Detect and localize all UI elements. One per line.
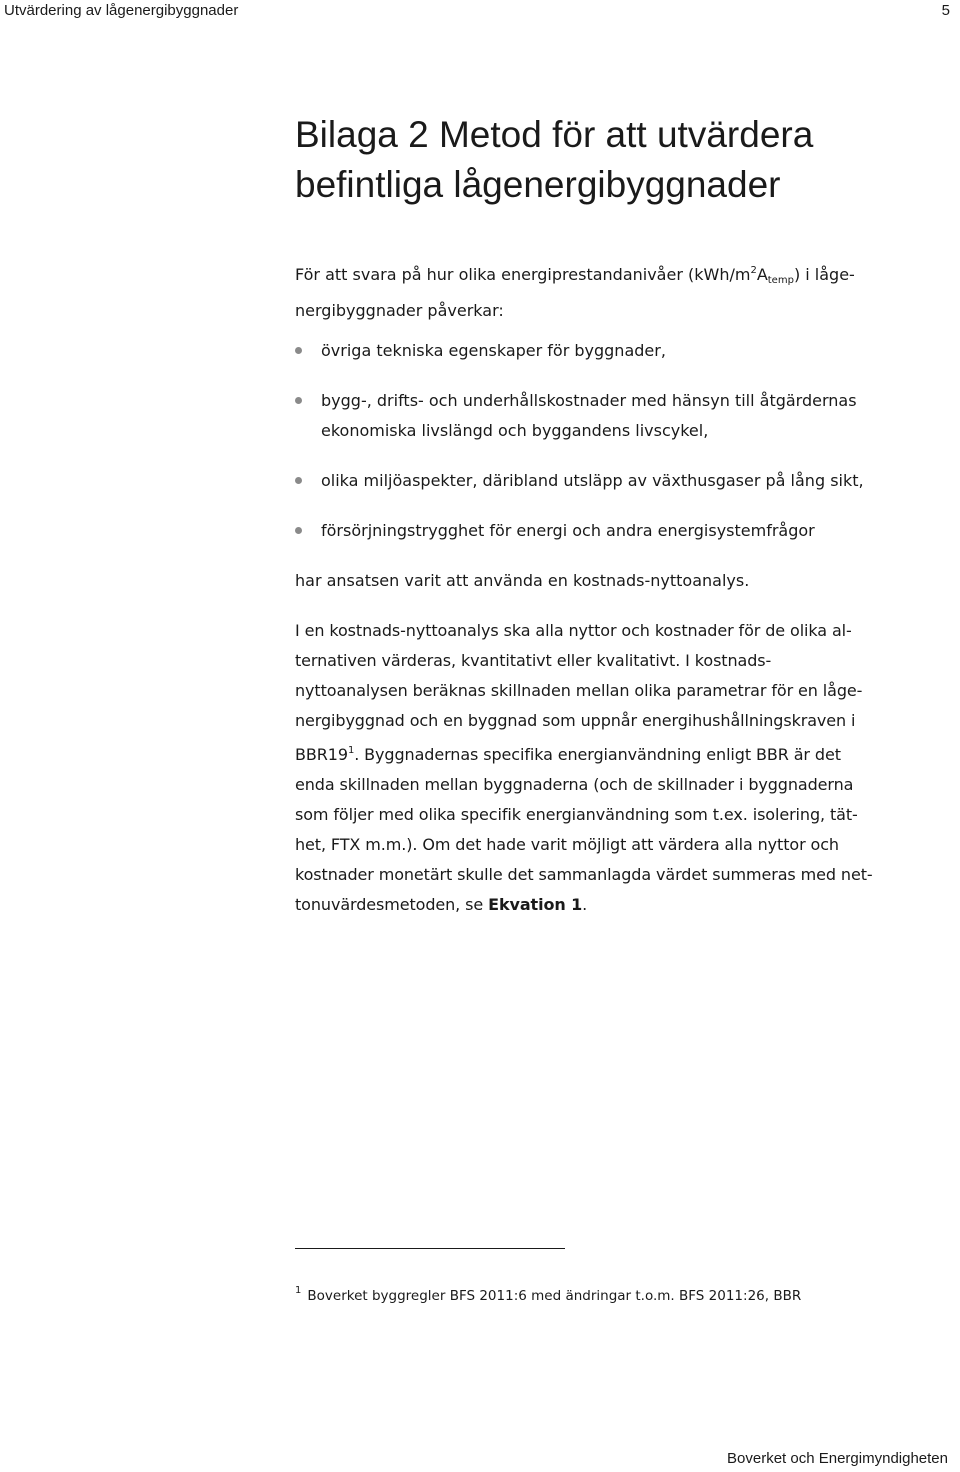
paragraph-text: . bbox=[582, 895, 588, 914]
unit-superscript: 2 bbox=[750, 265, 757, 276]
list-item-text: olika miljöaspekter, däribland utsläpp av växthusgaser på lång sikt, bbox=[321, 471, 864, 490]
bullet-icon bbox=[295, 527, 302, 534]
list-item-text bbox=[321, 386, 891, 446]
paragraph-line: kostnader monetärt skulle det sammanlagda värdet summeras med net- bbox=[295, 865, 873, 884]
intro-line-1 bbox=[295, 256, 915, 296]
page-number: 5 bbox=[941, 2, 950, 19]
list-item-text: övriga tekniska egenskaper för byggnader, bbox=[321, 341, 666, 360]
paragraph-line bbox=[295, 890, 915, 920]
title-line-1: Bilaga 2 Metod för att utvärdera bbox=[295, 114, 814, 155]
unit-a: A bbox=[756, 265, 768, 284]
bullet-icon bbox=[295, 347, 302, 354]
paragraph-line bbox=[295, 736, 915, 770]
paragraph-line: I en kostnads-nyttoanalys ska alla nyttor och kostnader för de olika al- bbox=[295, 621, 852, 640]
outro-paragraph: har ansatsen varit att använda en kostnads-nyttoanalys. bbox=[295, 571, 750, 590]
paragraph-line: het, FTX m.m.). Om det hade varit möjligt att värdera alla nyttor och bbox=[295, 835, 839, 854]
paragraph-line: nergibyggnad och en byggnad som uppnår energihushållningskraven i bbox=[295, 711, 856, 730]
paragraph-text: . Byggnadernas specifika energianvändning enligt BBR är det bbox=[354, 745, 841, 764]
intro-text-end: ) i låge- bbox=[793, 265, 855, 284]
paragraph-line: nyttoanalysen beräknas skillnaden mellan olika parametrar för en låge- bbox=[295, 681, 863, 700]
equation-reference[interactable]: Ekvation 1 bbox=[488, 895, 583, 914]
title-line-2: befintliga lågenergibyggnader bbox=[295, 164, 781, 205]
main-paragraph bbox=[295, 616, 915, 920]
paragraph-text: tonuvärdesmetoden, se bbox=[295, 895, 489, 914]
footnote-ref[interactable]: 1 bbox=[347, 745, 355, 756]
intro-text: För att svara på hur olika energiprestandanivåer (kWh/m bbox=[295, 265, 751, 284]
paragraph-line: som följer med olika specifik energianvändning som t.ex. isolering, tät- bbox=[295, 805, 858, 824]
list-item-line: ekonomiska livslängd och byggandens livscykel, bbox=[321, 421, 709, 440]
running-header: Utvärdering av lågenergibyggnader bbox=[4, 2, 239, 19]
paragraph-line: enda skillnaden mellan byggnaderna (och de skillnader i byggnaderna bbox=[295, 775, 854, 794]
page-title bbox=[295, 110, 915, 210]
intro-line-2: nergibyggnader påverkar: bbox=[295, 301, 504, 320]
footnote-marker: 1 bbox=[295, 1285, 302, 1296]
footnote-separator bbox=[295, 1248, 565, 1249]
list-item-line: bygg-, drifts- och underhållskostnader med hänsyn till åtgärdernas bbox=[321, 391, 857, 410]
list-item-text: försörjningstrygghet för energi och andra energisystemfrågor bbox=[321, 521, 815, 540]
footnote bbox=[295, 1280, 915, 1307]
bullet-icon bbox=[295, 397, 302, 404]
unit-subscript: temp bbox=[767, 275, 794, 286]
bbr-ref: BBR19 bbox=[295, 745, 348, 764]
intro-paragraph bbox=[295, 256, 915, 326]
footnote-text: Boverket byggregler BFS 2011:6 med ändringar t.o.m. BFS 2011:26, BBR bbox=[307, 1288, 802, 1304]
bullet-icon bbox=[295, 477, 302, 484]
page-footer: Boverket och Energimyndigheten bbox=[727, 1450, 948, 1467]
paragraph-line: ternativen värderas, kvantitativt eller kvalitativt. I kostnads- bbox=[295, 651, 772, 670]
